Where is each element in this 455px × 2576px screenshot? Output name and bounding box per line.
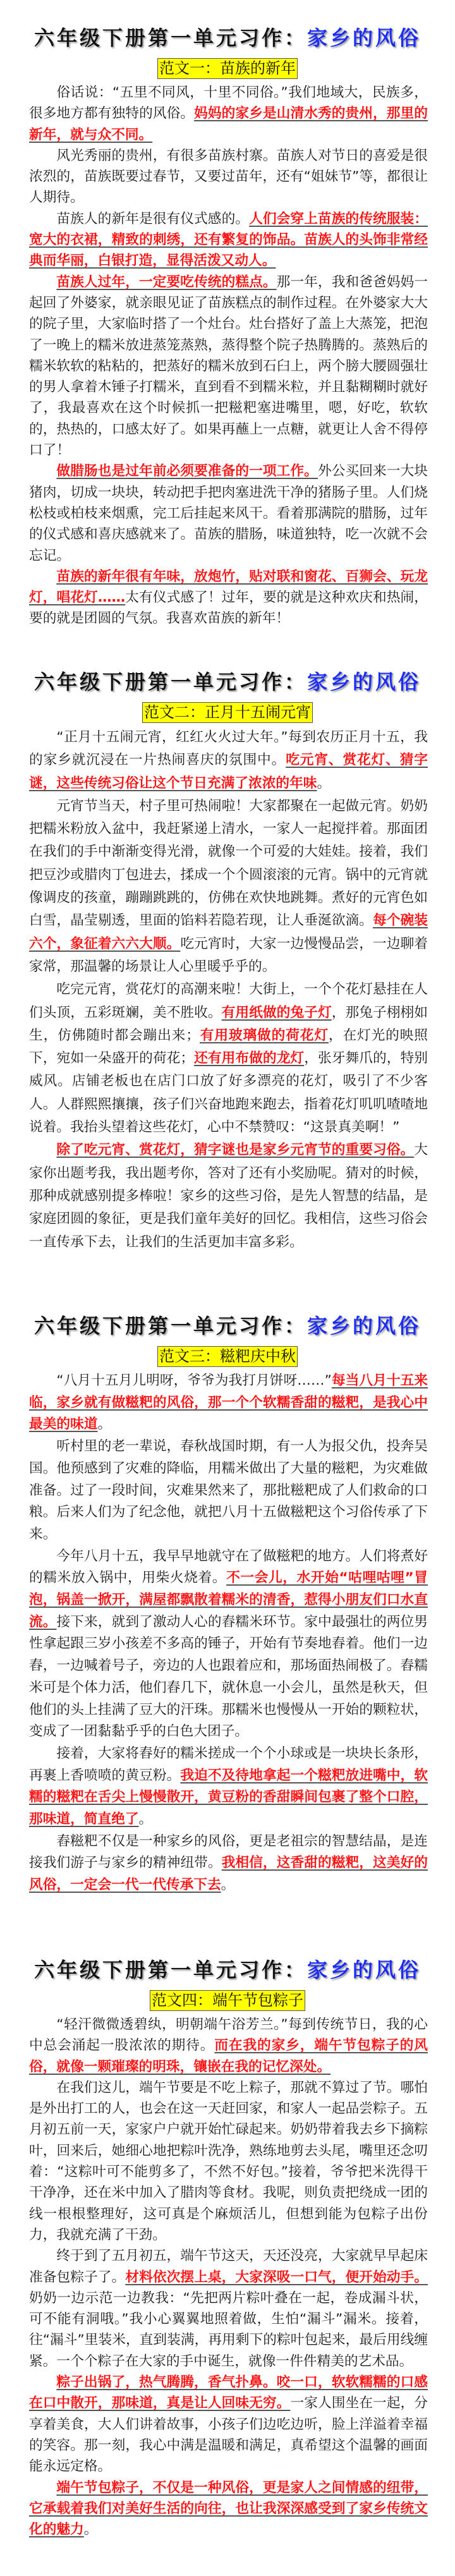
essay-body	[29, 2014, 428, 2540]
paragraph	[29, 566, 428, 629]
title-prefix: 六年级下册第一单元习作：	[33, 1314, 307, 1338]
highlighted-sentence: 不一会儿，水开始“咕哩咕哩”冒泡，锅盖一掀开，满屋都飘散着糯米的清香，惹得小朋友们口水直流。	[29, 1570, 428, 1630]
title-accent: 家乡的风俗	[307, 1314, 422, 1338]
highlighted-sentence: 有用玻璃做的荷花灯	[199, 1027, 329, 1043]
essay-heading: 范文二：正月十五闹元宵	[142, 702, 313, 723]
highlighted-sentence: 妈妈的家乡是山清水秀的贵州，那里的新年，就与众不同。	[29, 106, 428, 143]
text-segment: ，那兔子栩栩如生，仿佛随时都会蹦出来；	[29, 1004, 428, 1043]
essay-page	[0, 1288, 455, 1932]
title-prefix: 六年级下册第一单元习作：	[33, 26, 307, 50]
highlighted-sentence: 我相信，这香甜的糍粑，这美好的风俗，一定会一代一代传承下去	[29, 1855, 428, 1893]
essay-body	[29, 1370, 428, 1897]
text-segment: 苗族人的新年是很有仪式感的。	[56, 210, 250, 227]
text-segment: 舂糍粑不仅是一种家乡的风俗，更是老祖宗的智慧结晶，是连接我们游子与家乡的精神纽带。	[29, 1833, 428, 1871]
text-segment: 。	[83, 2522, 98, 2538]
highlighted-sentence: 而在我的家乡，端午节包粽子的风俗，就像一颗璀璨的明珠，镶嵌在我的记忆深处。	[29, 2038, 428, 2075]
text-segment: 风光秀丽的贵州，有很多苗族村寨。苗族人对节日的喜爱是很浓烈的，苗族既要过春节，又要过苗年，还有“姐妹节”等，都很让人期待。	[29, 147, 428, 206]
highlighted-sentence: 端午节包粽子，不仅是一种风俗，更是家人之间情感的纽带，它承载着我们对美好生活的向往，也让我深深感受到了家乡传统文化的魅力	[29, 2479, 428, 2538]
text-segment: 接下来，就到了激动人心的舂糯米环节。家中最强壮的两位男性拿起跟三岁小孩差不多高的锤子，开始有节奏地舂着。他们一边舂，一边喊着号子，旁边的人也跟着应和，那场面热闹极了。舂糯米可是个体力活，他们舂几下，就休息一小会儿，虽然是秋天，但他们的头上挂满了豆大的汗珠。那糯米也慢慢从一开始的颗粒状，变成了一团黏黏乎乎的白色大团子。	[29, 1613, 428, 1740]
paragraph	[29, 1139, 428, 1253]
text-segment: 接着，大家将舂好的糯米搓成一个个小球或是一块块长条形，再裹上香喷喷的黄豆粉。	[29, 1745, 428, 1783]
paragraph	[29, 2014, 428, 2077]
essay-heading: 范文一：苗族的新年	[157, 58, 298, 79]
paragraph	[29, 1831, 428, 1897]
paragraph	[29, 209, 428, 272]
highlighted-sentence: 除了吃元宵、赏花灯，猜字谜也是家乡元宵节的重要习俗。	[56, 1142, 415, 1158]
text-segment: 。	[221, 1877, 235, 1893]
text-segment: 俗话说：“五里不同风，十里不同俗。”我们地域大，民族多，很多地方都有独特的风俗。	[29, 85, 428, 122]
highlighted-sentence: 苗族的新年很有年味，放炮竹，贴对联和窗花、百狮会、玩龙灯，唱花灯……	[29, 568, 428, 606]
paragraph	[29, 726, 428, 795]
highlighted-sentence: 有用纸做的兔子灯	[221, 1004, 332, 1021]
title-accent: 家乡的风俗	[307, 670, 422, 694]
highlighted-sentence: 材料依次摆上桌，大家深吸一口气，便开始动手。	[125, 2269, 428, 2285]
page-title	[0, 669, 455, 695]
text-segment: 奶奶一边示范一边教我：“先把两片粽叶叠在一起，卷成漏斗状，可不能有洞哦。”我小心翼翼地照着做，生怕“漏斗”漏米。接着，往“漏斗”里装米，直到装满，再用剩下的粽叶包起来，最后用线缠紧。一个个粽子在大家的手中诞生，就像一件件精美的艺术品。	[29, 2290, 428, 2369]
text-segment: 听村里的老一辈说，春秋战国时期，有一人为报父仇，投奔吴国。他预感到了灾难的降临，用糯米做出了大量的糍粑，为灾难做准备。过了一段时间，灾难果然来了，那批糍粑成了人们救命的口粮。后来人们为了纪念他，就把八月十五做糍粑这个习俗传承了下来。	[29, 1438, 428, 1542]
text-segment: 。	[138, 1811, 153, 1828]
paragraph	[29, 1436, 428, 1546]
text-segment: 。	[317, 775, 331, 791]
essay-page	[0, 644, 455, 1288]
page-title	[0, 25, 455, 51]
paragraph	[29, 2477, 428, 2541]
paragraph	[29, 1370, 428, 1436]
paragraph	[29, 2245, 428, 2372]
text-segment: 元宵节当天，村子里可热闹啦！大家都聚在一起做元宵。奶奶把糯米粉放入盆中，我赶紧递上清水，一家人一起搅拌着。那面团在我们的手中渐渐变得光滑，就像一个可爱的大娃娃。接着，我们把豆沙或腊肉丁包进去，揉成一个个圆滚滚的元宵。锅中的元宵就像调皮的孩童，蹦蹦跳跳的，仿佛在欢快地跳舞。煮好的元宵色如白雪，晶莹剔透，里面的馅料若隐若现，让人垂涎欲滴。	[29, 798, 428, 929]
page-title	[0, 1313, 455, 1339]
paragraph	[29, 272, 428, 461]
title-accent: 家乡的风俗	[307, 1958, 422, 1982]
text-segment: 外公买回来一大块猪肉，切成一块块，转动把手把肉塞进洗干净的猪肠子里。人们烧松枝或柏枝来烟熏，完工后挂起来风干。看着那满院的腊肠，过年的仪式感和喜庆感就来了。苗族的腊肠，味道独特，吃一次就不会忘记。	[29, 463, 428, 564]
text-segment: ，在灯光的映照下，宛如一朵盛开的荷花；	[29, 1027, 428, 1067]
text-segment: “正月十五闹元宵，红红火火过大年。”每到农历正月十五，我的家乡就沉浸在一片热闹喜庆的氛围中。	[29, 729, 428, 769]
text-segment: 一家人围坐在一起，分享着美食，大人们讲着故事，小孩子们边吃边听，脸上洋溢着幸福的笑容。那一刻，我心中满是温暖和满足，真希望这个温馨的画面能永远定格。	[29, 2395, 428, 2475]
title-prefix: 六年级下册第一单元习作：	[33, 670, 307, 694]
paragraph	[29, 2372, 428, 2477]
highlighted-sentence: 还有用布做的龙灯	[194, 1050, 305, 1067]
paragraph	[29, 978, 428, 1139]
essay-page	[0, 0, 455, 644]
paragraph	[29, 82, 428, 145]
essay-heading: 范文三：糍粑庆中秋	[157, 1346, 298, 1367]
highlighted-sentence: 做腊肠也是过年前必须要准备的一项工作。	[56, 463, 318, 480]
page-title	[0, 1957, 455, 1983]
paragraph	[29, 461, 428, 566]
title-accent: 家乡的风俗	[307, 26, 422, 50]
text-segment: “八月十五月儿明呀，爷爷为我打月饼呀……”	[56, 1373, 332, 1388]
text-segment: ，张牙舞爪的，特别威风。店铺老板也在店门口放了好多漂亮的花灯，吸引了不少客人。人群熙熙攘攘，孩子们兴奋地跑来跑去，指着花灯叽叽喳喳地说着。我抬头望着这些花灯，心中不禁赞叹：“这景真美啊！”	[29, 1050, 428, 1136]
paragraph	[29, 1546, 428, 1743]
text-segment: 在我们这儿，端午节要是不吃上粽子，那就不算过了节。哪怕是外出打工的人，也会在这一天赶回家，和家人一起品尝粽子。五月初五前一天，家家户户就开始忙碌起来。奶奶带着我去乡下摘粽叶，回来后，她细心地把粽叶洗净，熟练地剪去头尾，嘴里还念叨着：“这粽叶可不能剪多了，不然不好包。”接着，爷爷把米洗得干干净净，还在米中加入了腊肉等食材。我呢，则负责把绕成一团的线一根根整理好，这可真是个麻烦活儿，但想到能为包粽子出份力，我就充满了干劲。	[29, 2079, 428, 2243]
paragraph	[29, 2077, 428, 2245]
highlighted-sentence: 我迫不及待地拿起一个糍粑放进嘴中，软糯的糍粑在舌尖上慢慢散开，黄豆粉的香甜瞬间包裹了整个口腔，那味道，简直绝了	[29, 1767, 428, 1828]
text-segment: 吃完元宵，赏花灯的高潮来啦！大街上，一个个花灯悬挂在人们头顶，五彩斑斓，美不胜收。	[29, 981, 428, 1021]
essay-page	[0, 1932, 455, 2576]
highlighted-sentence: 吃元宵、赏花灯、猜字谜，这些传统习俗让这个节日充满了浓浓的年味	[29, 752, 428, 791]
text-segment: 那一年，我和爸爸妈妈一起回了外婆家，就亲眼见证了苗族糕点的制作过程。在外婆家大大的院子里，大家临时搭了一个灶台。灶台搭好了盖上大蒸笼，把泡了一晚上的糯米放进蒸笼蒸熟，蒸得整个院子热腾腾的。蒸熟后的糯米软软的粘粘的，把蒸好的糯米放到石臼上，两个膀大腰圆强壮的男人拿着木锤子打糯米，直到看不到糯米粒，并且黏糊糊时就好了，我最喜欢在这个时候抓一把糍粑塞进嘴里，嗯，好吃，软软的，热热的，口感太好了。如果再蘸上一点糖，就更让人舍不得停口了！	[29, 274, 428, 459]
paragraph	[29, 145, 428, 209]
highlighted-sentence: 粽子出锅了，热气腾腾，香气扑鼻。咬一口，软软糯糯的口感在口中散开，那味道，真是让人回味无穷。	[29, 2374, 428, 2412]
text-segment: 今年八月十五，我早早地就守在了做糍粑的地方。人们将煮好的糯米放入锅中，用柴火烧着。	[29, 1548, 428, 1586]
essay-body	[29, 82, 428, 629]
paragraph	[29, 795, 428, 978]
essay-body	[29, 726, 428, 1254]
highlighted-sentence: 每当八月十五来临，家乡就有做糍粑的风俗，那一个个软糯香甜的糍粑，是我心中最美的味道	[29, 1373, 428, 1433]
text-segment: 吃元宵时，大家一边慢慢品尝，一边聊着家常，那温馨的场景让人心里暖乎乎的。	[29, 935, 428, 975]
text-segment: 。	[97, 1416, 112, 1433]
text-segment: 终于到了五月初五，端午节这天，天还没亮，大家就早早起床准备包粽子了。	[29, 2248, 428, 2285]
highlighted-sentence: 每个碗装六个，象征着六六大顺。	[29, 913, 428, 952]
paragraph	[29, 1743, 428, 1831]
text-segment: “轻汗微微透碧纨，明朝端午浴芳兰。”每到传统节日，我的心中总会涌起一股浓浓的期待。	[29, 2017, 428, 2054]
highlighted-sentence: 人们会穿上苗族的传统服装：宽大的衣裙，精致的刺绣，还有繁复的饰品。苗族人的头饰非常经典而华丽，白银打造，显得活泼又动人。	[29, 210, 428, 269]
title-prefix: 六年级下册第一单元习作：	[33, 1958, 307, 1982]
essay-heading: 范文四：端午节包粽子	[150, 1990, 305, 2011]
text-segment: 太有仪式感了！过年，要的就是这种欢庆和热闹，要的就是团圆的气氛。我喜欢苗族的新年！	[29, 590, 428, 627]
highlighted-sentence: 苗族人过年，一定要吃传统的糕点。	[56, 274, 277, 290]
text-segment: 大家你出题考我，我出题考你，答对了还有小奖励呢。猜对的时候，那种成就感别提多棒啦！家乡的这些习俗，是先人智慧的结晶，是家庭团圆的象征，更是我们童年美好的回忆。我相信，这些习俗会一直传承下去，让我们的生活更加丰富多彩。	[29, 1142, 428, 1250]
